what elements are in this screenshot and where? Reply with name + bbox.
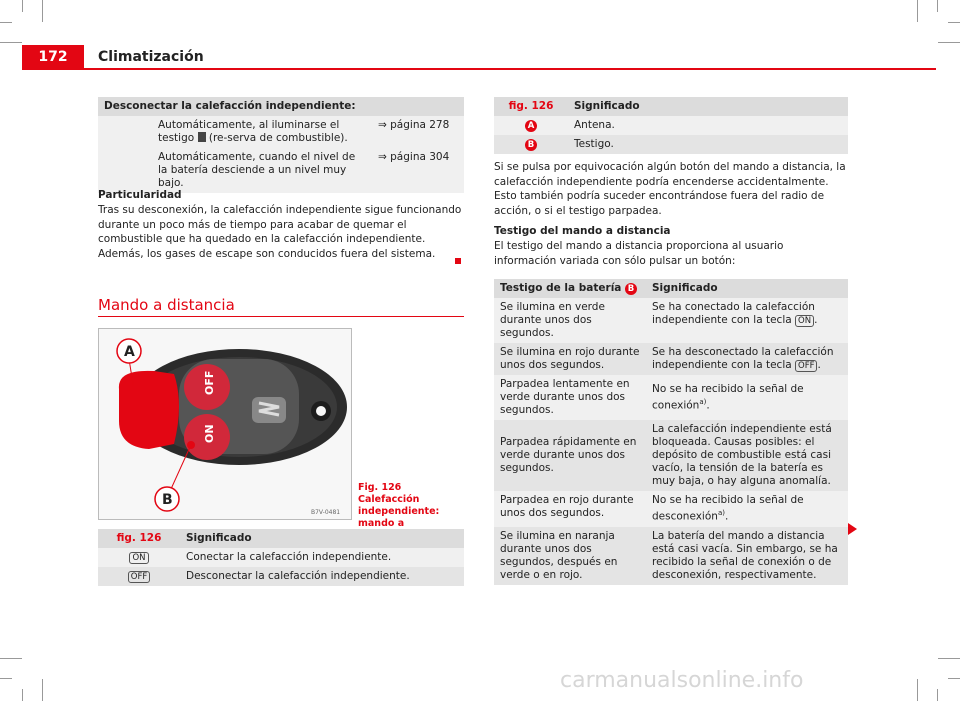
- status-meaning: La batería del mando a distancia está casi vacía. Sin embargo, se ha recibido la señal de conexión o de desconexión, respectivamente.: [646, 527, 848, 585]
- header-rule: [84, 68, 936, 70]
- on-key: ON: [129, 552, 148, 564]
- page-number: 172: [22, 45, 84, 70]
- crop-mark: [0, 658, 22, 659]
- parts-col-meaning: Significado: [568, 97, 848, 116]
- status-state: Se ilumina en rojo durante unos dos segundos.: [494, 343, 646, 375]
- status-col-led: Testigo de la batería B: [494, 279, 646, 298]
- status-meaning: La calefacción independiente está bloqueada. Causas posibles: el depósito de combustible está casi vacío, la tensión de la batería es muy baja, o hay alguna anomalía.: [646, 420, 848, 491]
- crop-mark: [42, 0, 43, 22]
- fuel-pump-icon: [198, 132, 206, 142]
- label-a: A: [124, 344, 135, 360]
- warning-paragraph: Si se pulsa por equivocación algún botón del mando a distancia, la calefacción independiente podría encenderse accidentalmente. Esto también podría suceder encontrándose fuera del radio de acción, o si el testigo parpadea.: [494, 161, 846, 217]
- status-col-meaning: Significado: [646, 279, 848, 298]
- crop-mark: [22, 689, 23, 701]
- crop-mark: [937, 0, 938, 12]
- particularidad-title: Particularidad: [98, 189, 182, 201]
- status-state: Se ilumina en naranja durante unos dos segundos, después en verde o en rojo.: [494, 527, 646, 585]
- section-title: Mando a distancia: [98, 296, 235, 314]
- on-button-label: ON: [203, 424, 216, 443]
- status-state: Parpadea rápidamente en verde durante unos dos segundos.: [494, 420, 646, 491]
- status-state: Se ilumina en verde durante unos dos segundos.: [494, 298, 646, 343]
- parts-row-text: Antena.: [568, 116, 848, 135]
- section-rule: [98, 316, 464, 317]
- parts-row-text: Testigo.: [568, 135, 848, 154]
- off-key: OFF: [795, 360, 817, 372]
- figure-caption: Fig. 126 Calefacción independiente: mando a: [358, 482, 440, 529]
- crop-mark: [948, 678, 960, 679]
- page-reference[interactable]: ⇒ página 278: [372, 116, 464, 148]
- figure-code: B7V-0481: [311, 509, 341, 516]
- off-button-label: OFF: [203, 370, 216, 395]
- status-meaning: No se ha recibido la señal de conexión$^{a)}$.: [646, 375, 848, 420]
- marker-b-icon: B: [525, 139, 537, 151]
- status-meaning: Se ha desconectado la calefacción independiente con la tecla OFF .: [646, 343, 848, 375]
- remote-control-illustration: [99, 329, 351, 519]
- status-state: Parpadea en rojo durante unos dos segundos.: [494, 491, 646, 527]
- disconnect-table-header: Desconectar la calefacción independiente:: [98, 97, 464, 116]
- watermark: carmanualsonline.info: [560, 668, 804, 693]
- disconnect-row-text: Automáticamente, al iluminarse el testigo (re-serva de combustible).: [152, 116, 372, 148]
- parts-table: [494, 97, 848, 154]
- status-meaning: Se ha conectado la calefacción independiente con la tecla ON .: [646, 298, 848, 343]
- crop-mark: [42, 679, 43, 701]
- testigo-title: Testigo del mando a distancia: [494, 225, 671, 237]
- crop-mark: [22, 0, 23, 12]
- particularidad-body: Tras su desconexión, la calefacción independiente sigue funcionando durante un poco más de tiempo para acabar de quemar el combustible que ha quedado en la calefacción independiente. Además, los gases de escape son conducidos fuera del sistema.: [98, 204, 462, 260]
- status-state: Parpadea lentamente en verde durante unos dos segundos.: [494, 375, 646, 420]
- buttons-col-fig: fig. 126: [98, 529, 180, 548]
- footnote-ref: a): [699, 397, 707, 406]
- marker-a-icon: A: [525, 120, 537, 132]
- footnote-ref: a): [717, 509, 725, 517]
- parts-col-fig: fig. 126: [494, 97, 568, 116]
- crop-mark: [948, 22, 960, 23]
- crop-mark: [0, 22, 12, 23]
- off-key: OFF: [128, 571, 150, 583]
- label-b: B: [162, 492, 173, 508]
- buttons-row-text: Desconectar la calefacción independiente.: [180, 567, 464, 586]
- crop-mark: [0, 678, 12, 679]
- status-table: [494, 279, 848, 585]
- buttons-table: [98, 529, 464, 586]
- status-meaning: No se ha recibido la señal de desconexión$^{a)}$.: [646, 491, 848, 527]
- disconnect-row-text: Automáticamente, cuando el nivel de la batería desciende a un nivel muy bajo.: [152, 148, 372, 193]
- chapter-title: Climatización: [98, 49, 204, 65]
- disconnect-table: [98, 97, 464, 193]
- crop-mark: [0, 42, 22, 43]
- crop-mark: [917, 679, 918, 701]
- crop-mark: [938, 658, 960, 659]
- marker-b-icon: B: [625, 283, 637, 295]
- remote-control-figure: [98, 328, 352, 520]
- crop-mark: [938, 42, 960, 43]
- buttons-row-text: Conectar la calefacción independiente.: [180, 548, 464, 567]
- end-of-section-mark: [455, 258, 461, 264]
- buttons-col-meaning: Significado: [180, 529, 464, 548]
- page-reference[interactable]: ⇒ página 304: [372, 148, 464, 193]
- crop-mark: [937, 689, 938, 701]
- on-key: ON: [795, 315, 814, 327]
- crop-mark: [917, 0, 918, 22]
- testigo-body: El testigo del mando a distancia proporciona al usuario información variada con sólo pulsar un botón:: [494, 240, 784, 267]
- continue-arrow-icon: [848, 523, 857, 535]
